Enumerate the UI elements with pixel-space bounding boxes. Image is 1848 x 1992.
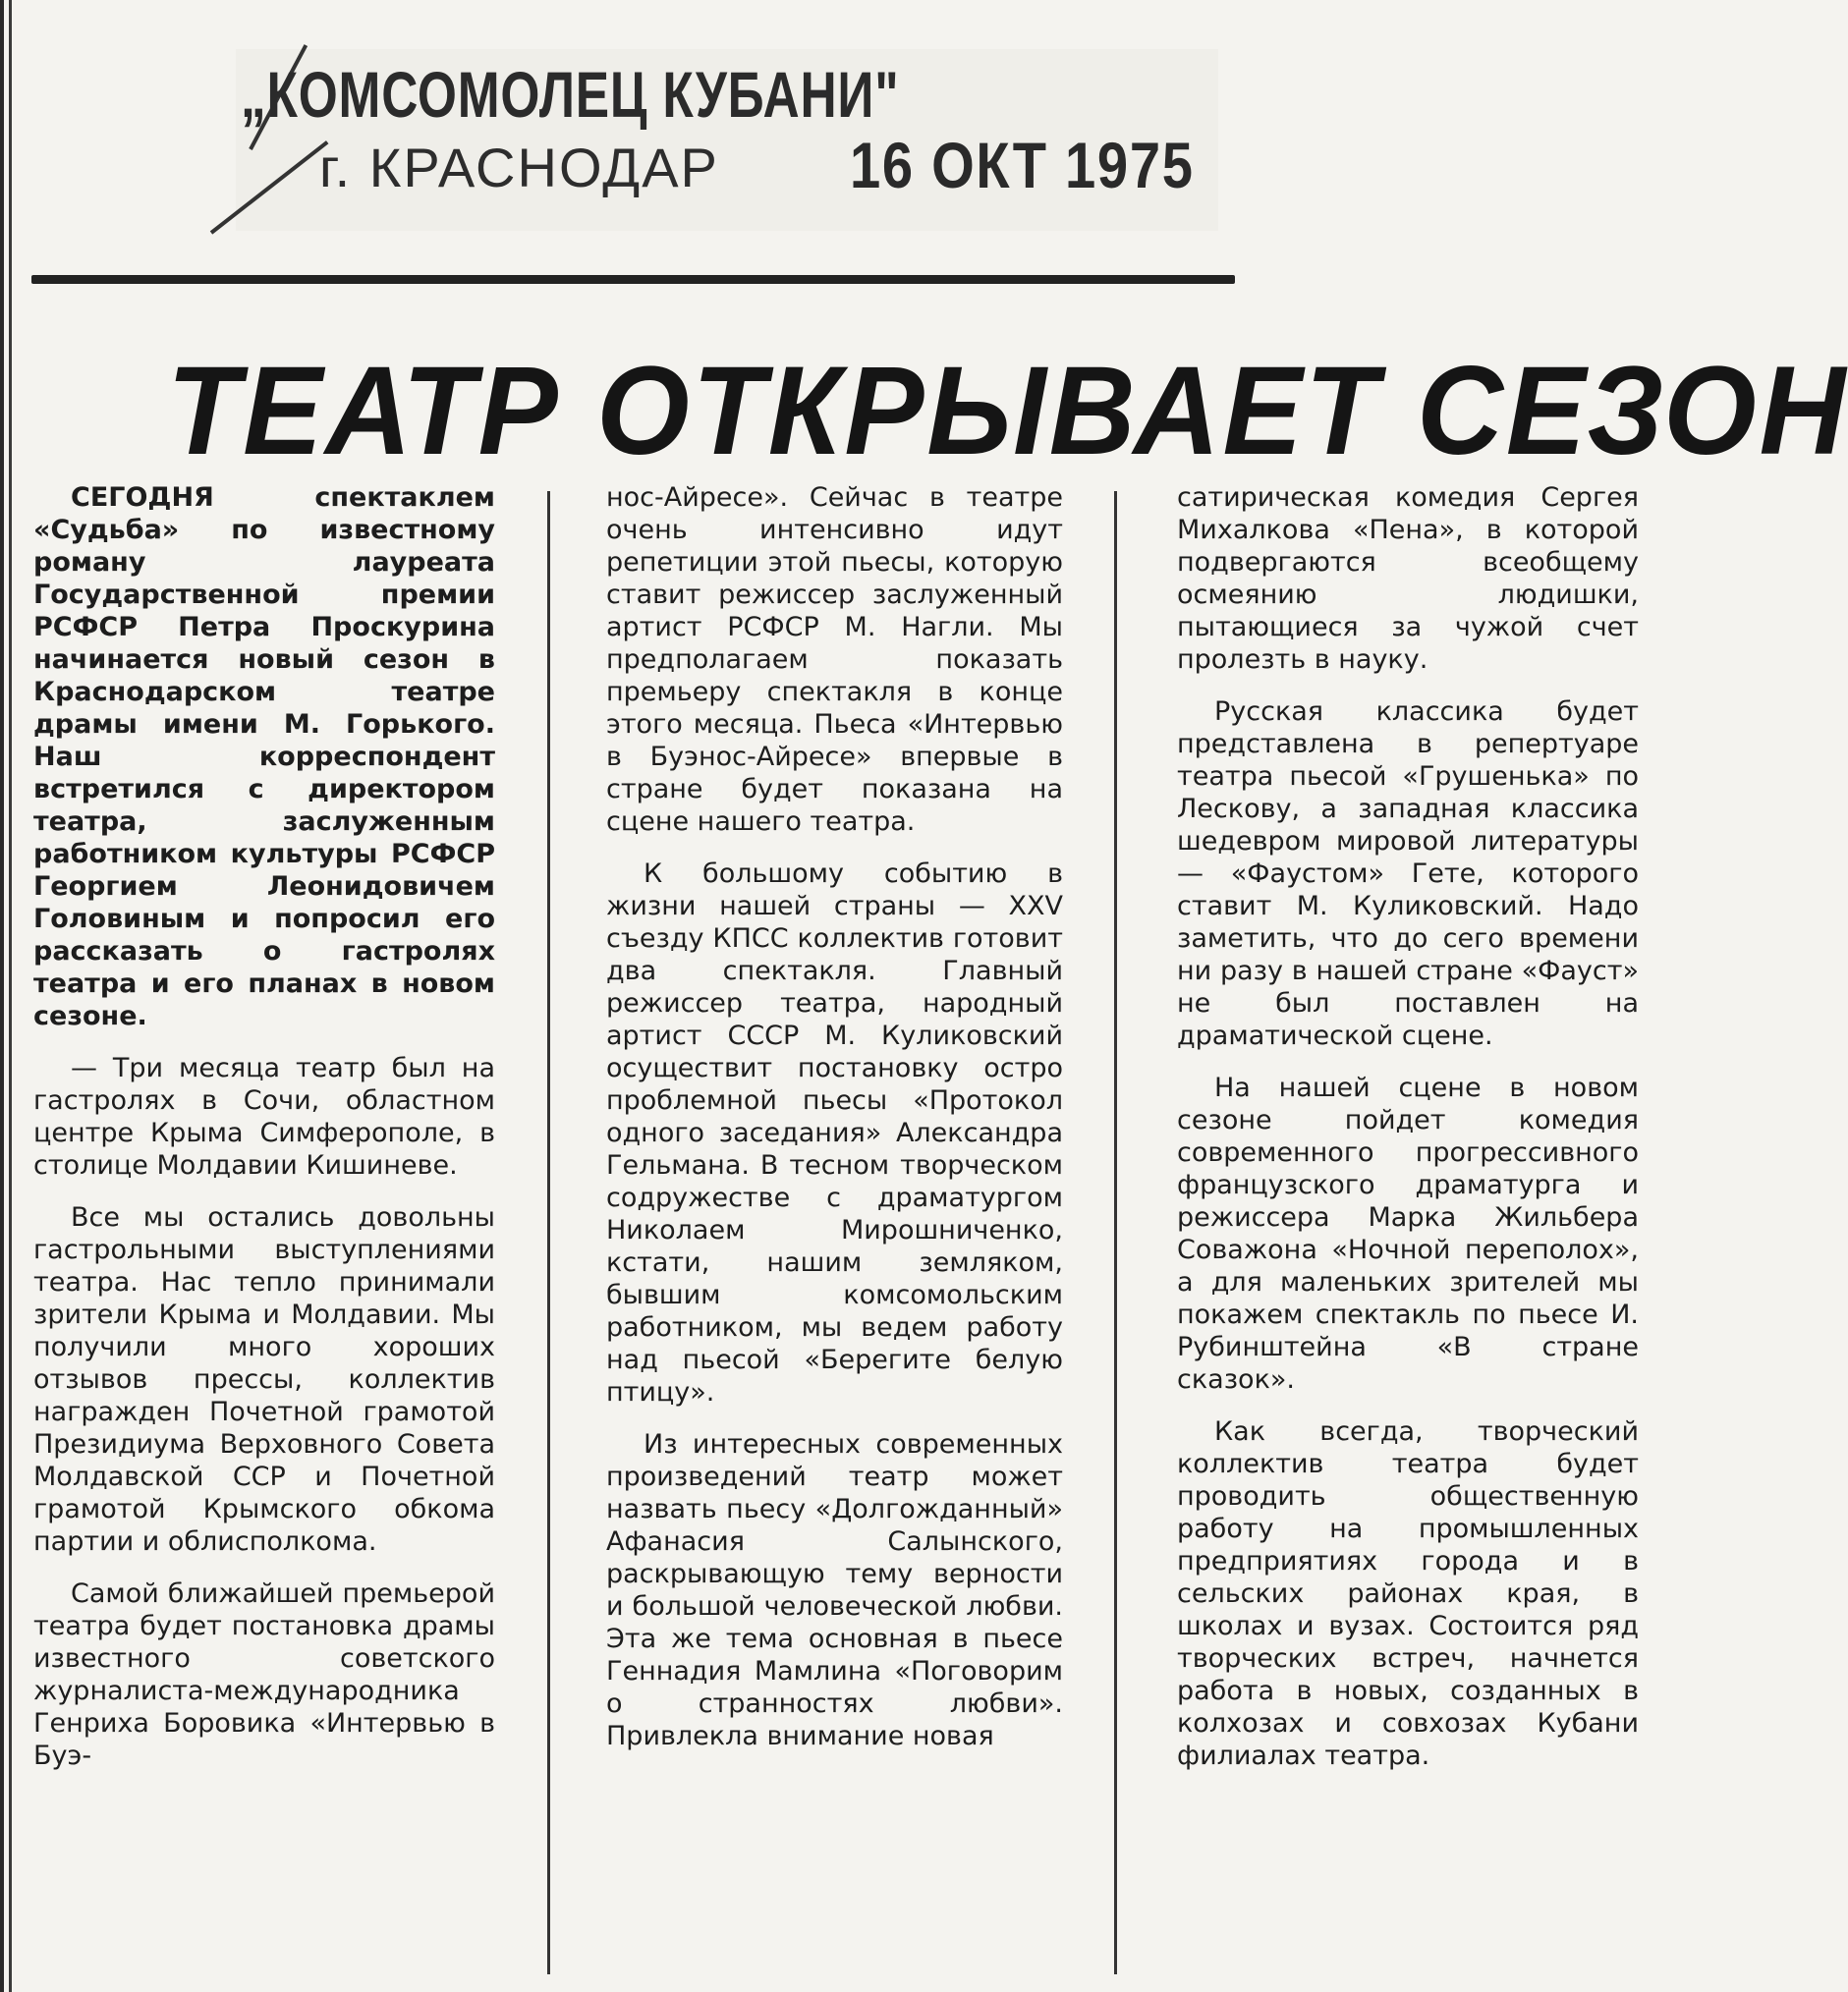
article-paragraph: Из интересных современных произведений театр может назвать пьесу «Долгожданный» Афанасия Салынского, раскрывающую тему верности и большой человеческой любви. Эта же тема основная в пьесе Геннадия Мамлина «Поговорим о странностях любви». Привлекла внимание новая xyxy=(606,1429,1063,1751)
scan-edge xyxy=(0,0,14,1992)
article-column-2 xyxy=(606,481,1063,1772)
article-paragraph: Как всегда, творческий коллектив театра будет проводить общественную работу на промышленных предприятиях города и в сельских районах края, в школах и вузах. Состоится ряд творческих встреч, начнется работа в новых, созданных в колхозах и совхозах Кубани филиалах театра. xyxy=(1177,1416,1639,1771)
article-paragraph: Самой ближайшей премьерой театра будет постановка драмы известного советского журналиста-международника Генриха Боровика «Интервью в Буэ- xyxy=(33,1578,495,1771)
newspaper-stamp xyxy=(221,39,1223,236)
article-paragraph: нос-Айресе». Сейчас в театре очень интенсивно идут репетиции этой пьесы, которую ставит режиссер заслуженный артист РСФСР М. Нагли. Мы предполагаем показать премьеру спектакля в конце этого месяца. Пьеса «Интервью в Буэнос-Айресе» впервые в стране будет показана на сцене нашего театра. xyxy=(606,482,1063,837)
article-headline: ТЕАТР ОТКРЫВАЕТ СЕЗОН xyxy=(167,341,1848,481)
article-paragraph: К большому событию в жизни нашей страны — XXV съезду КПСС коллектив готовит два спектакля. Главный режиссер театра, народный артист СССР М. Куликовский осуществит постановку остро проблемной пьесы «Протокол одного заседания» Александра Гельмана. В тесном творческом содружестве с драматургом Николаем Мирошниченко, кстати, нашим земляком, бывшим комсомольским работником, мы ведем работу над пьесой «Берегите белую птицу». xyxy=(606,858,1063,1408)
stamp-newspaper-name: „КОМСОМОЛЕЦ КУБАНИ" xyxy=(241,58,900,131)
article-column-3 xyxy=(1177,481,1639,1792)
column-divider xyxy=(547,491,550,1974)
header-rule xyxy=(31,275,1235,284)
column-divider xyxy=(1114,491,1117,1974)
article-paragraph: Все мы остались довольны гастрольными выступлениями театра. Нас тепло принимали зрители Крыма и Молдавии. Мы получили много хороших отзывов прессы, коллектив награжден Почетной грамотой Президиума Верховного Совета Молдавской ССР и Почетной грамотой Крымского обкома партии и облисполкома. xyxy=(33,1202,495,1557)
article-paragraph: сатирическая комедия Сергея Михалкова «Пена», в которой подвергаются всеобщему осмеянию людишки, пытающиеся за чужой счет пролезть в науку. xyxy=(1177,482,1639,675)
article-paragraph: — Три месяца театр был на гастролях в Сочи, областном центре Крыма Симферополе, в столице Молдавии Кишиневе. xyxy=(33,1053,495,1181)
stamp-date: 16 ОКТ 1975 xyxy=(850,129,1195,201)
stamp-city: г. КРАСНОДАР xyxy=(319,137,719,198)
article-paragraph: На нашей сцене в новом сезоне пойдет комедия современного прогрессивного французского драматурга и режиссера Марка Жильбера Соважона «Ночной переполох», а для маленьких зрителей мы покажем спектакль по пьесе И. Рубинштейна «В стране сказок». xyxy=(1177,1073,1639,1395)
article-paragraph: Русская классика будет представлена в репертуаре театра пьесой «Грушенька» по Лескову, а западная классика шедевром мировой литературы — «Фаустом» Гете, которого ставит М. Куликовский. Надо заметить, что до сего времени ни разу в нашей стране «Фауст» не был поставлен на драматической сцене. xyxy=(1177,696,1639,1051)
article-column-1 xyxy=(33,481,495,1792)
article-intro: СЕГОДНЯ спектаклем «Судьба» по известному роману лауреата Государственной премии РСФСР Петра Проскурина начинается новый сезон в Краснодарском театре драмы имени М. Горького. Наш корреспондент встретился с директором театра, заслуженным работником культуры РСФСР Георгием Леонидовичем Головиным и попросил его рассказать о гастролях театра и его планах в новом сезоне. xyxy=(33,482,495,1031)
